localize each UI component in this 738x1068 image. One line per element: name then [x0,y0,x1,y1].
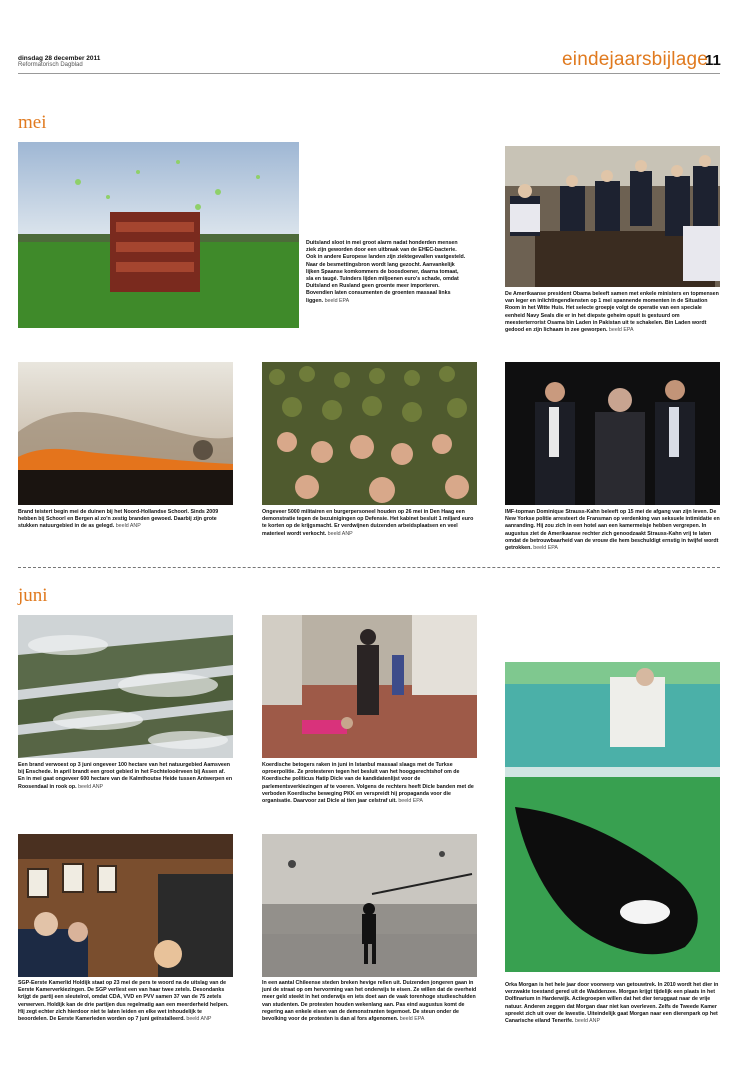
caption-chile [262,980,477,1023]
photo-strauss-kahn-arrest [505,362,720,505]
caption-text: Orka Morgan is het hele jaar door voorwerp van getouwtrek. In 2010 wordt het dier in verzwakte toestand gered uit de Waddenzee. Morgan krijgt tijdelijk een plaats in het Dolfinarium in Harderwijk. Actiegroepen willen dat het dier teruggaat naar de vrije natuur. Anderen zeggen dat Morgan daar niet kan overleven. Zelfs de Tweede Kamer spreekt zich uit over de kwestie. Uiteindelijk gaat Morgan naar een dierenpark op het Canarische eiland Tenerife. [505,982,719,1025]
page-number: 11 [705,52,721,69]
issue-date: dinsdag 28 december 2011 [18,55,101,62]
month-separator [18,567,720,568]
photo-defence-demonstration [262,362,477,505]
caption-holdijk [18,980,233,1023]
photo-credit: beeld ANP [78,783,104,790]
caption-text: De Amerikaanse president Obama beleeft samen met enkele ministers en topmensen van leger en inlichtingendiensten op 1 mei spannende momenten in de Situation Room in het Witte Huis. Het selecte groepje volgt de operatie van een speciale eenheid Navy Seals die er in het diepste geheim opuit is gestuurd om meesterterrorist Osama bin Laden in Pakistan uit te schakelen. Bin Laden wordt gedood en zijn lichaam in zee geworpen. [505,291,719,334]
caption-text: Koerdische betogers raken in juni in Istanbul massaal slaags met de Turkse oproerpolitie. Ze protesteren tegen het besluit van het hooggerechtshof om de Koerdische politicus Hatip Dicle van de kandidatenlijst voor de parlementsverkiezingen af te voeren. Volgens de rechters heeft Dicle banden met de verboden Koerdische beweging PKK en verspreidt hij propaganda voor die organisatie. Daarvoor zat Dicle al tien jaar celstraf uit. [262,762,474,805]
month-heading-may: mei [18,112,47,133]
caption-aamsveen-fire [18,762,233,791]
photo-credit: beeld ANP [574,1018,601,1025]
photo-credit: beeld EPA [398,798,423,805]
section-title: eindejaarsbijlage [562,49,709,70]
photo-credit: beeld ANP [115,523,141,530]
caption-istanbul [262,762,477,805]
caption-text: Ongeveer 5000 militairen en burgerpersoneel houden op 26 mei in Den Haag een demonstratie tegen de bezuinigingen op Defensie. Het kabinet besluit 1 miljard euro te korten op de krijgsmacht. Er verdwijnen duizenden arbeidsplaatsen en veel materieel wordt verkocht. [262,509,474,537]
caption-text: Een brand verwoest op 3 juni ongeveer 100 hectare van het natuurgebied Aamsveen bij Enschede. In april brandt een groot gebied in het Fochtelooërveen bij Assen af. En in mei gaat ongeveer 600 hectare van de Kalmthoutse Heide tussen Antwerpen en Roosendaal in rook op. [18,762,233,790]
photo-credit: beeld ANP [186,1016,212,1023]
caption-strauss-kahn [505,509,720,552]
caption-defence-demonstration [262,509,477,538]
caption-text: IMF-topman Dominique Strauss-Kahn beleeft op 15 mei de afgang van zijn leven. De New Yorkse politie arresteert de Fransman op verdenking van seksuele intimidatie en aanranding. Hij zou zich in een hotel aan een kamermeisje hebben vergrepen. In augustus ziet de Amerikaanse rechter zich genoodzaakt Strauss-Kahn vrij te laten omdat de betrouwbaarheid van de vrouw die hem beschuldigt ernstig in twijfel wordt getrokken. [505,509,720,552]
photo-orca-morgan [505,662,720,972]
caption-situation-room [505,291,720,334]
photo-credit: beeld EPA [324,297,350,304]
caption-text: SGP-Eerste Kamerlid Holdijk staat op 23 mei de pers te woord na de uitslag van de Eerste Kamerverkiezingen. De SGP verliest een van haar twee zetels. Desondanks krijgt de partij een sleutelrol, omdat CDA, VVD en PVV samen 37 van de 75 zetels verwerven. Holdijk kan de drie partijen dus regelmatig aan een meerderheid helpen. Hij zegt echter zich hierdoor niet te laten leiden en elke wet inhoudelijk te beoordelen. De Eerste Kamerleden worden op 7 juni geïnstalleerd. [18,980,229,1023]
photo-chile-riots [262,834,477,977]
month-heading-june: juni [18,585,48,606]
photo-cucumber-dumping [18,142,299,328]
photo-istanbul-riot [262,615,477,758]
caption-text: Brand teistert begin mei de duinen bij het Noord-Hollandse Schoorl. Sinds 2009 hebben bij Schoorl en Bergen al zo'n zestig branden gewoed. Daarbij zijn grote stukken natuurgebied in de as gelegd. [18,509,219,530]
photo-credit: beeld ANP [327,530,353,537]
caption-text: In een aantal Chileense steden breken hevige rellen uit. Duizenden jongeren gaan in juni de straat op om hervorming van het onderwijs te eisen. Ze willen dat de overheid meer geld steekt in het onderwijs en iets doet aan de vaak torenhoge studieschulden van studenten. De protesten houden wekenlang aan. Pas eind augustus komt de regering aan enkele eisen van de demonstranten tegemoet. De steun onder de bevolking voor de protesten is dan al fors afgenomen. [262,980,477,1023]
newspaper-name: Reformatorisch Dagblad [18,62,83,68]
caption-orca [505,982,720,1025]
photo-holdijk-press [18,834,233,977]
photo-situation-room [505,146,720,287]
caption-cucumbers [306,240,466,305]
photo-credit: beeld EPA [533,545,558,552]
photo-credit: beeld EPA [608,327,634,334]
caption-text: Duitsland sloot in mei groot alarm nadat honderden mensen ziek zijn geworden door een uitbraak van de EHEC-bacterie. Ook in andere Europese landen zijn ziektegevallen vastgesteld. Naar de besmettingsbron wordt lang gezocht. Aanvankelijk lijken Spaanse komkommers de boosdoener, daarna tomaat, sla en taugé. Tuinders lijden miljoenen euro's schade, omdat Duitsland en Rusland geen groente meer importeren. Bovendien laten consumenten de groenten massaal links liggen. [306,240,466,304]
photo-aamsveen-fire [18,615,233,758]
header-rule [18,73,720,74]
photo-credit: beeld EPA [399,1016,425,1023]
caption-dune-fire [18,509,233,531]
photo-dune-fire [18,362,233,505]
